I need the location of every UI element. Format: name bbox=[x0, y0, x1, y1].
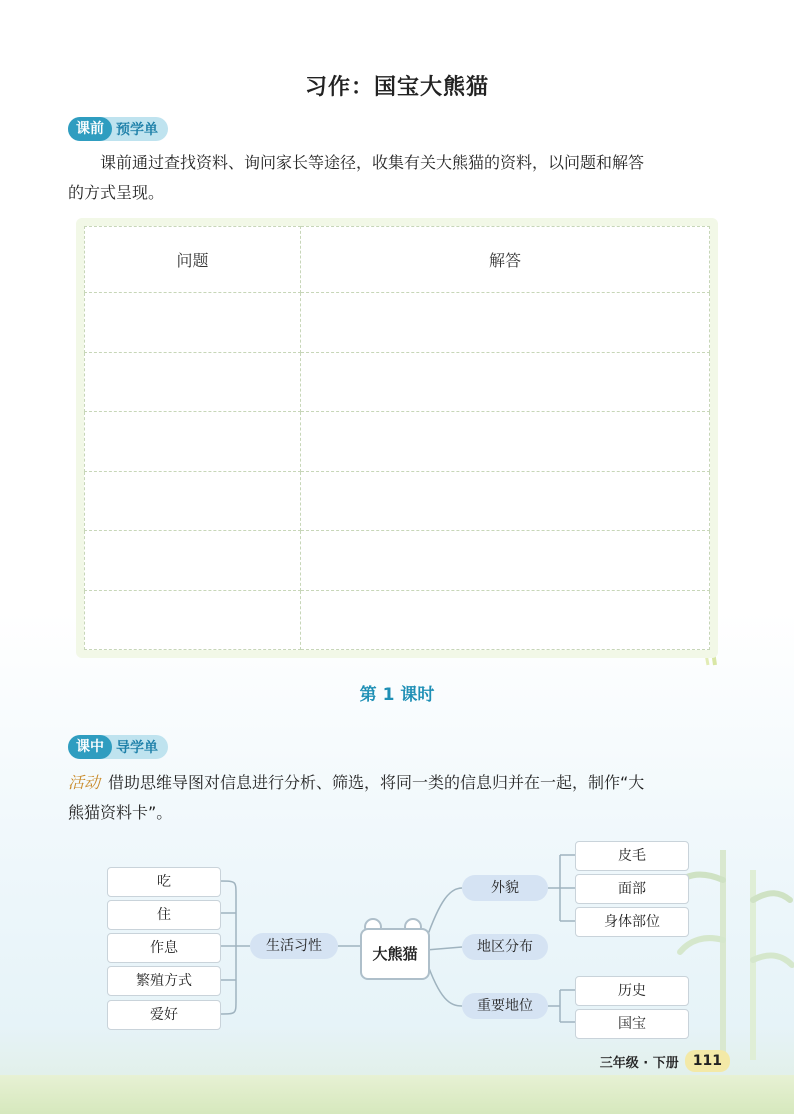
mindmap-item-fur: 皮毛 bbox=[575, 841, 689, 871]
mindmap-branch-habits: 生活习性 bbox=[250, 933, 338, 959]
activity-text-1: 借助思维导图对信息进行分析、筛选，将同一类的信息归并在一起，制作“大 bbox=[108, 773, 645, 792]
lesson-heading: 第 1 课时 bbox=[359, 685, 435, 705]
mindmap-item-face: 面部 bbox=[575, 874, 689, 904]
page-footer bbox=[600, 1050, 730, 1072]
mindmap-item-history: 历史 bbox=[575, 976, 689, 1006]
column-header-question: 问题 bbox=[85, 227, 301, 293]
mindmap-branch-appearance: 外貌 bbox=[462, 875, 548, 901]
badge-label-a: 课前 bbox=[68, 117, 112, 141]
mindmap-item-breeding: 繁殖方式 bbox=[107, 966, 221, 996]
mindmap-item-hobby: 爱好 bbox=[107, 1000, 221, 1030]
activity-line-2: 熊猫资料卡”。 bbox=[68, 803, 173, 822]
mindmap-center-node: 大熊猫 bbox=[360, 928, 430, 980]
mindmap-branch-status: 重要地位 bbox=[462, 993, 548, 1019]
badge-label-b: 导学单 bbox=[116, 740, 158, 756]
mindmap-item-body-parts: 身体部位 bbox=[575, 907, 689, 937]
activity-label: 活动 bbox=[68, 773, 101, 792]
column-header-answer: 解答 bbox=[301, 227, 710, 293]
mindmap-item-schedule: 作息 bbox=[107, 933, 221, 963]
mindmap-item-eat: 吃 bbox=[107, 867, 221, 897]
instruction-line-2: 的方式呈现。 bbox=[68, 183, 165, 202]
mindmap-item-national-treasure: 国宝 bbox=[575, 1009, 689, 1039]
badge-label-b: 预学单 bbox=[116, 122, 158, 138]
page-number: 111 bbox=[685, 1050, 730, 1072]
grade-label: 三年级 · 下册 bbox=[599, 1055, 679, 1071]
page-title: 习作：国宝大熊猫 bbox=[304, 75, 489, 100]
badge-label-a: 课中 bbox=[68, 735, 112, 759]
instruction-line-1: 课前通过查找资料、询问家长等途径，收集有关大熊猫的资料，以问题和解答 bbox=[100, 153, 645, 172]
mindmap-item-live: 住 bbox=[107, 900, 221, 930]
mindmap-branch-distribution: 地区分布 bbox=[462, 934, 548, 960]
